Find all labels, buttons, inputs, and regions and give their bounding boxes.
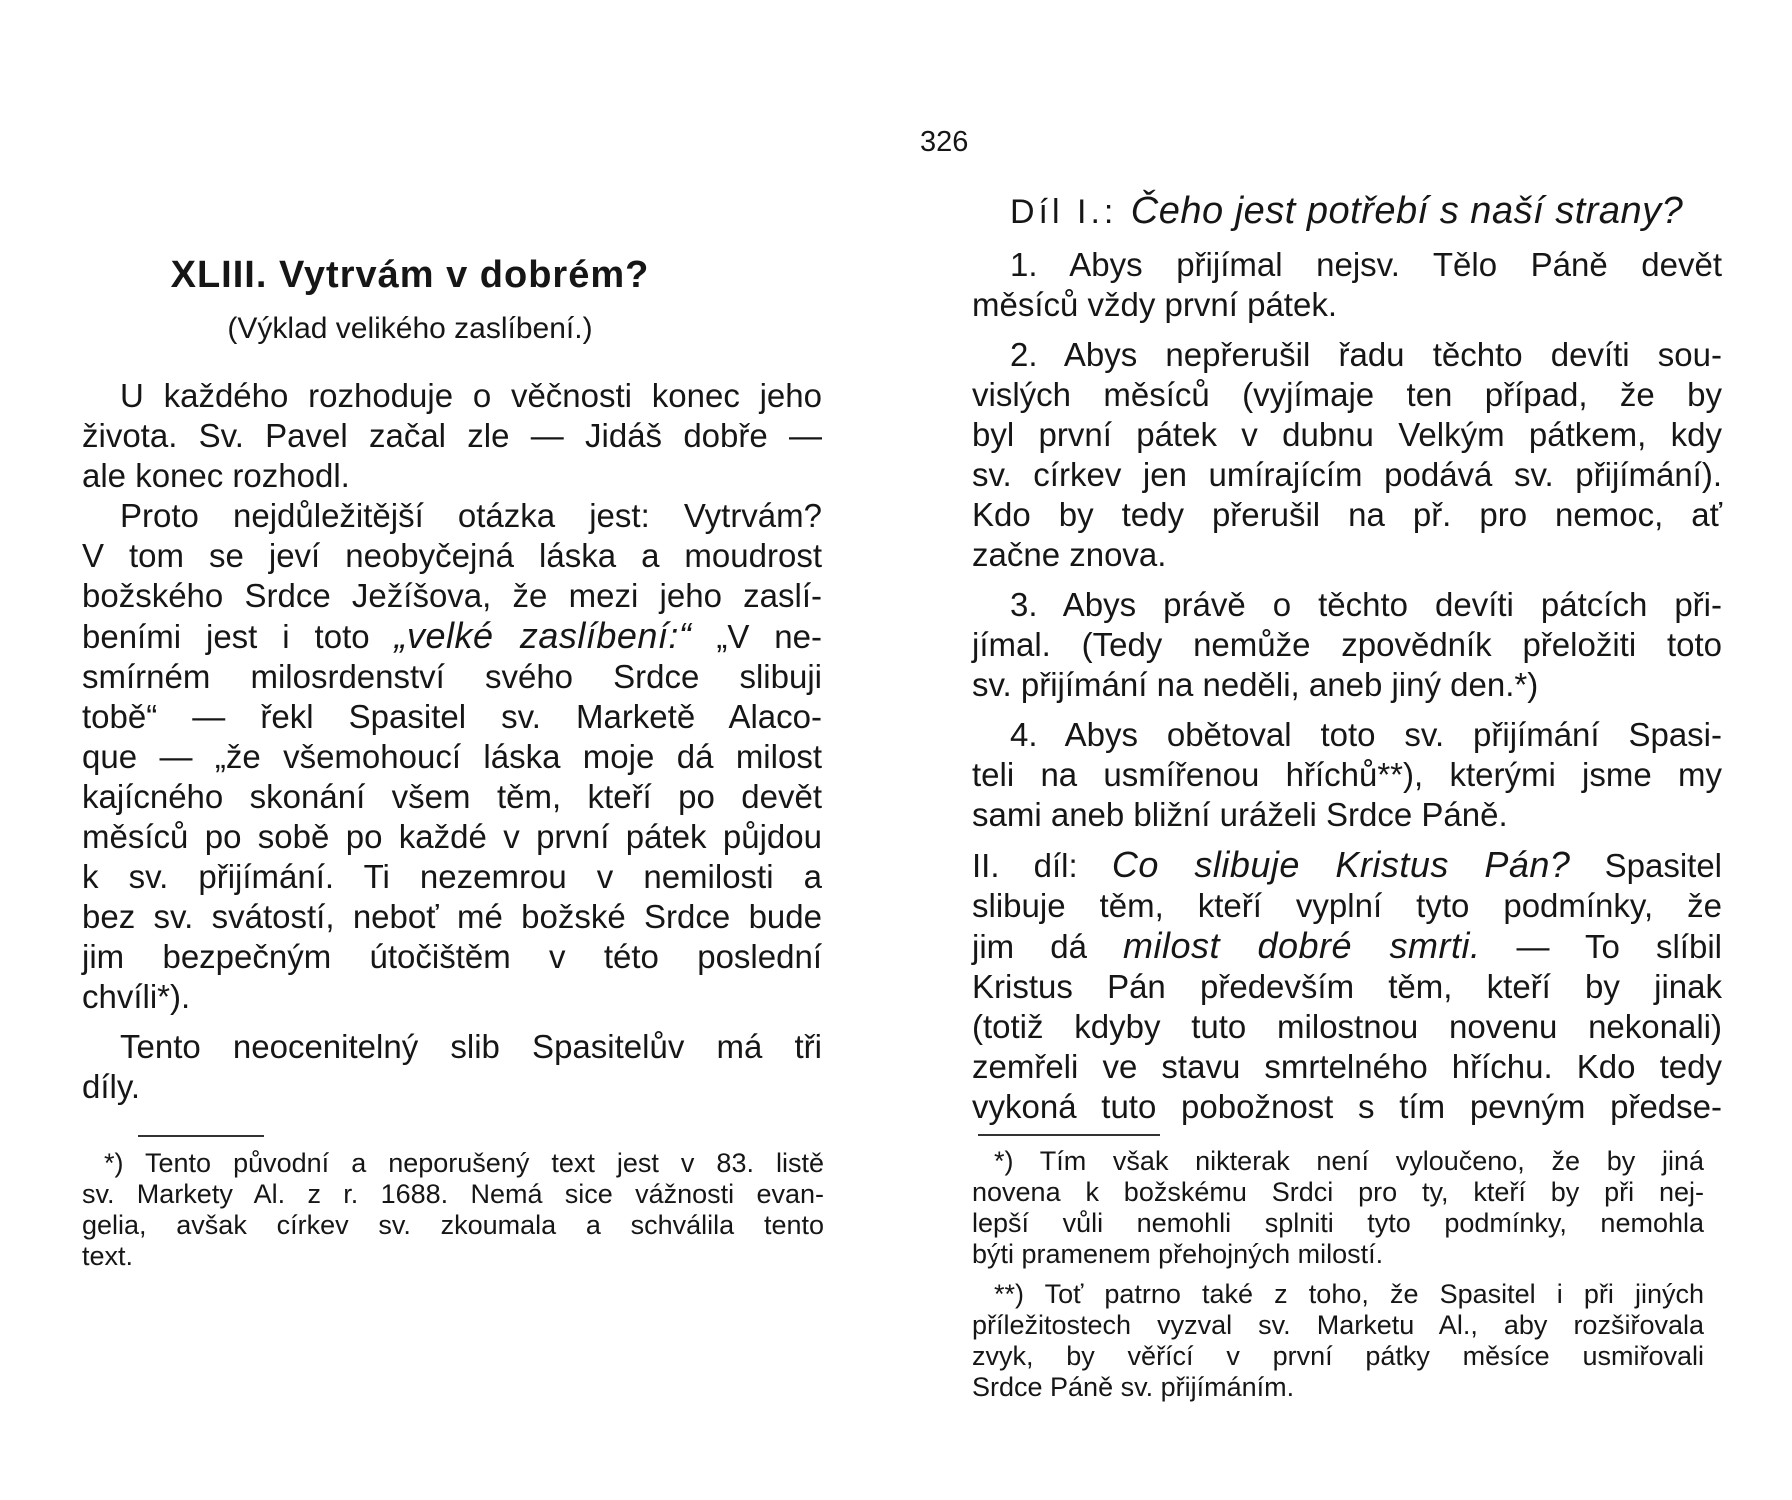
footnote-line: zvyk, by věřící v první pátky měsíce usmiřovali: [972, 1341, 1704, 1371]
footnote-divider: [138, 1135, 264, 1137]
text-line: 2. Abys nepřerušil řadu těchto devíti sou-: [1010, 336, 1722, 373]
text-line: que — „že všemohoucí láska moje dá milost: [82, 738, 822, 775]
text-line: zemřeli ve stavu smrtelného hříchu. Kdo tedy: [972, 1048, 1722, 1085]
text-line: sami aneb bližní uráželi Srdce Páně.: [972, 796, 1508, 833]
page-number: 326: [920, 126, 969, 158]
part-label: II. díl:: [972, 847, 1112, 884]
text-fragment: Spasitel: [1570, 847, 1722, 884]
footnote-line: lepší vůli nemohli splniti tyto podmínky, nemohla: [972, 1208, 1704, 1238]
footnote-divider: [978, 1134, 1160, 1136]
footnote-line: sv. Markety Al. z r. 1688. Nemá sice vážnosti evan-: [82, 1179, 824, 1209]
text-fragment: jim dá: [972, 928, 1124, 965]
text-line: [972, 188, 1722, 235]
text-line: tobě“ — řekl Spasitel sv. Marketě Alaco-: [82, 698, 822, 735]
footnote-line: *) Tím však nikterak není vyloučeno, že by jiná: [994, 1146, 1704, 1176]
chapter-subtitle: (Výklad velikého zaslíbení.): [227, 312, 593, 345]
italic-phrase: „velké zaslíbení:“: [394, 615, 692, 656]
text-line: měsíců po sobě po každé v první pátek půjdou: [82, 818, 822, 855]
text-line: jímal. (Tedy nemůže zpovědník přeložiti toto: [972, 626, 1722, 663]
footnote-line: text.: [82, 1241, 134, 1271]
left-body-text: [82, 376, 822, 1107]
footnote-line: býti pramenem přehojných milostí.: [972, 1239, 1384, 1269]
text-line: byl první pátek v dubnu Velkým pátkem, kdy: [972, 416, 1722, 453]
text-line: bez sv. svátostí, neboť mé božské Srdce bude: [82, 898, 822, 935]
text-fragment: beními jest i toto: [82, 618, 395, 655]
part-question: Co slibuje Kristus Pán?: [1111, 844, 1571, 885]
text-fragment: „V ne-: [691, 618, 822, 655]
part-label: Díl I.:: [1010, 193, 1131, 231]
text-line: V tom se jeví neobyčejná láska a moudrost: [82, 537, 822, 574]
text-line: Kdo by tedy přerušil na př. pro nemoc, ať: [972, 496, 1722, 533]
text-line: Proto nejdůležitější otázka jest: Vytrvám?: [120, 497, 822, 534]
footnote-line: novena k božskému Srdci pro ty, kteří by při nej-: [972, 1177, 1704, 1207]
text-line: vislých měsíců (vyjímaje ten případ, že by: [972, 376, 1722, 413]
text-fragment: — To slíbil: [1480, 928, 1722, 965]
text-line: [82, 616, 822, 657]
text-line: (totiž kdyby tuto milostnou novenu nekonali): [972, 1008, 1722, 1045]
text-line: vykoná tuto pobožnost s tím pevným předse-: [972, 1088, 1722, 1125]
text-line: slibuje těm, kteří vyplní tyto podmínky, že: [972, 887, 1722, 924]
text-line: 3. Abys právě o těchto devíti pátcích při-: [1010, 586, 1722, 623]
right-body-text: [972, 188, 1722, 1127]
italic-phrase: milost dobré smrti.: [1123, 925, 1481, 966]
text-line: [972, 845, 1722, 886]
text-line: Tento neocenitelný slib Spasitelův má tři: [120, 1028, 822, 1065]
text-line: Kristus Pán především těm, kteří by jinak: [972, 968, 1722, 1005]
text-line: 4. Abys obětoval toto sv. přijímání Spasi-: [1010, 716, 1722, 753]
footnote-line: gelia, avšak církev sv. zkoumala a schválila tento: [82, 1210, 824, 1240]
text-line: díly.: [82, 1068, 141, 1105]
part-question: Čeho jest potřebí s naší strany?: [1130, 190, 1684, 232]
text-line: smírném milosrdenství svého Srdce slibuji: [82, 658, 822, 695]
footnote-line: příležitostech vyzval sv. Marketu Al., aby rozšiřovala: [972, 1310, 1704, 1340]
text-line: jim bezpečným útočištěm v této poslední: [82, 938, 822, 975]
text-line: k sv. přijímání. Ti nezemrou v nemilosti a: [82, 858, 822, 895]
footnote-line: Srdce Páně sv. přijímáním.: [972, 1372, 1295, 1402]
left-footnote: [82, 1148, 824, 1272]
text-line: sv. přijímání na neděli, aneb jiný den.*): [972, 666, 1539, 703]
right-footnotes: [972, 1146, 1704, 1403]
chapter-title: XLIII. Vytrvám v dobrém?: [170, 254, 650, 296]
text-line: měsíců vždy první pátek.: [972, 286, 1337, 323]
footnote-line: **) Toť patrno také z toho, že Spasitel i při jiných: [994, 1279, 1704, 1309]
text-line: ale konec rozhodl.: [82, 457, 350, 494]
text-line: života. Sv. Pavel začal zle — Jidáš dobře —: [82, 417, 822, 454]
text-line: božského Srdce Ježíšova, že mezi jeho zaslí-: [82, 577, 822, 614]
text-line: U každého rozhoduje o věčnosti konec jeho: [120, 377, 822, 414]
text-line: chvíli*).: [82, 978, 191, 1015]
text-line: sv. církev jen umírajícím podává sv. přijímání).: [972, 456, 1722, 493]
text-line: začne znova.: [972, 536, 1167, 573]
text-line: teli na usmířenou hříchů**), kterými jsme my: [972, 756, 1722, 793]
footnote-line: *) Tento původní a neporušený text jest v 83. listě: [104, 1148, 824, 1178]
text-line: [972, 926, 1722, 967]
text-line: kajícného skonání všem těm, kteří po devět: [82, 778, 822, 815]
text-line: 1. Abys přijímal nejsv. Tělo Páně devět: [1010, 246, 1722, 283]
